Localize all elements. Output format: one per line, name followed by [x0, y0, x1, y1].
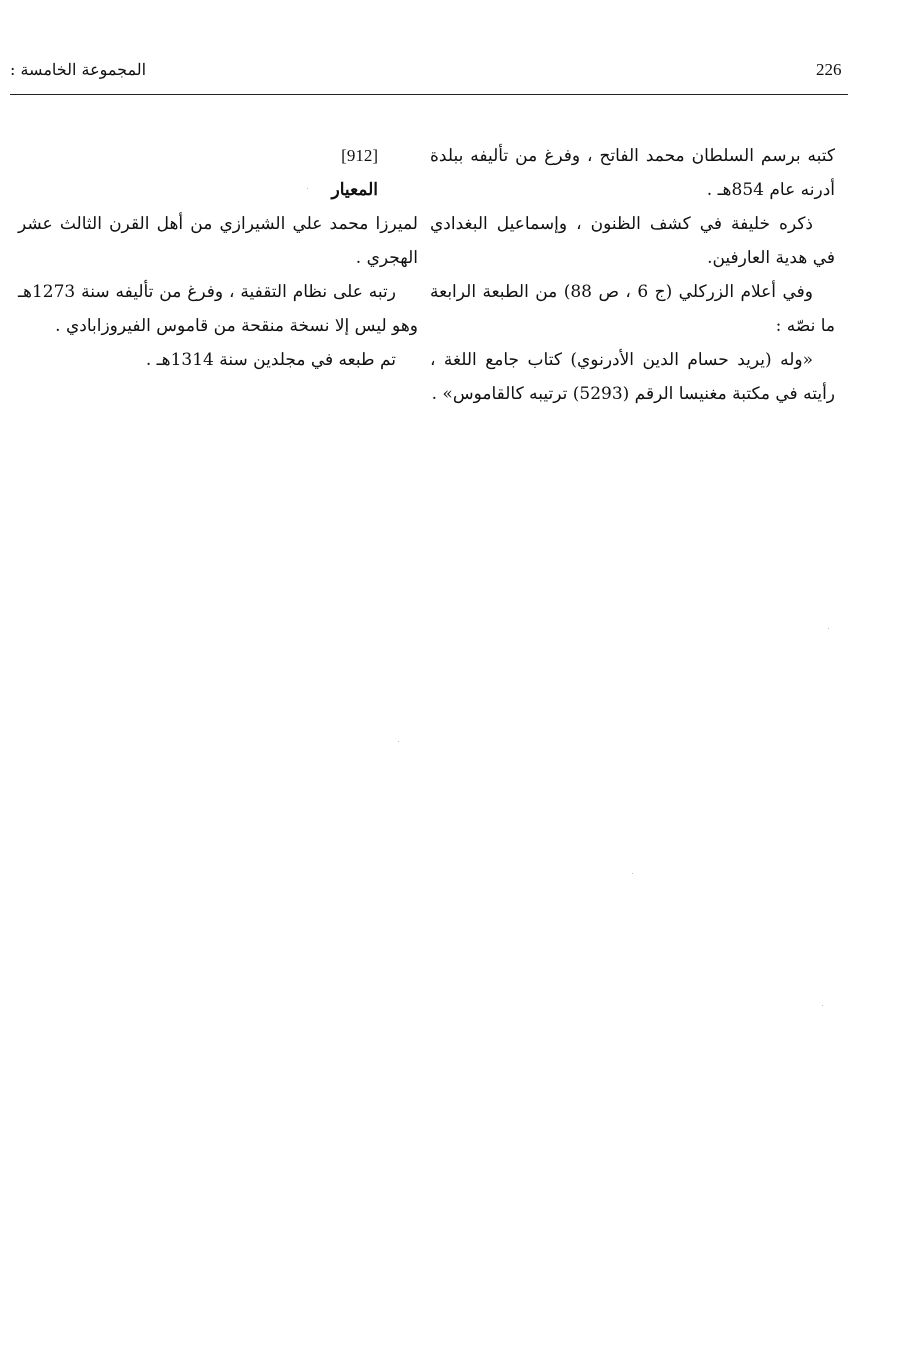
left-column: [18, 139, 418, 377]
scan-speck: [632, 873, 633, 874]
paragraph: كتبه برسم السلطان محمد الفاتح ، وفرغ من تأليفه ببلدة أدرنه عام 854هـ .: [430, 146, 835, 200]
header-divider: [10, 94, 848, 95]
scan-speck: [822, 1005, 823, 1006]
paragraph: لميرزا محمد علي الشيرازي من أهل القرن الثالث عشر الهجري .: [18, 214, 418, 268]
paragraph: ذكره خليفة في كشف الظنون ، وإسماعيل البغدادي في هدية العارفين.: [430, 214, 835, 268]
paragraph: تم طبعه في مجلدين سنة 1314هـ .: [145, 350, 396, 370]
scan-speck: [307, 188, 308, 189]
scan-speck: [828, 628, 829, 629]
page-number: 226: [816, 60, 842, 79]
entry-title: المعيار: [331, 180, 378, 200]
scan-speck: [398, 741, 399, 742]
running-title: المجموعة الخامسة :: [10, 60, 147, 79]
right-column: [430, 139, 835, 411]
entry-number: [912]: [341, 146, 378, 165]
paragraph: «وله (يريد حسام الدين الأدرنوي) كتاب جامع اللغة ، رأيته في مكتبة مغنيسا الرقم (5293) ترتيبه كالقاموس» .: [430, 350, 835, 404]
paragraph: رتبه على نظام التقفية ، وفرغ من تأليفه سنة 1273هـ وهو ليس إلا نسخة منقحة من قاموس الفيروزابادي .: [18, 282, 418, 336]
paragraph: وفي أعلام الزركلي (ج 6 ، ص 88) من الطبعة الرابعة ما نصّه :: [430, 282, 835, 336]
